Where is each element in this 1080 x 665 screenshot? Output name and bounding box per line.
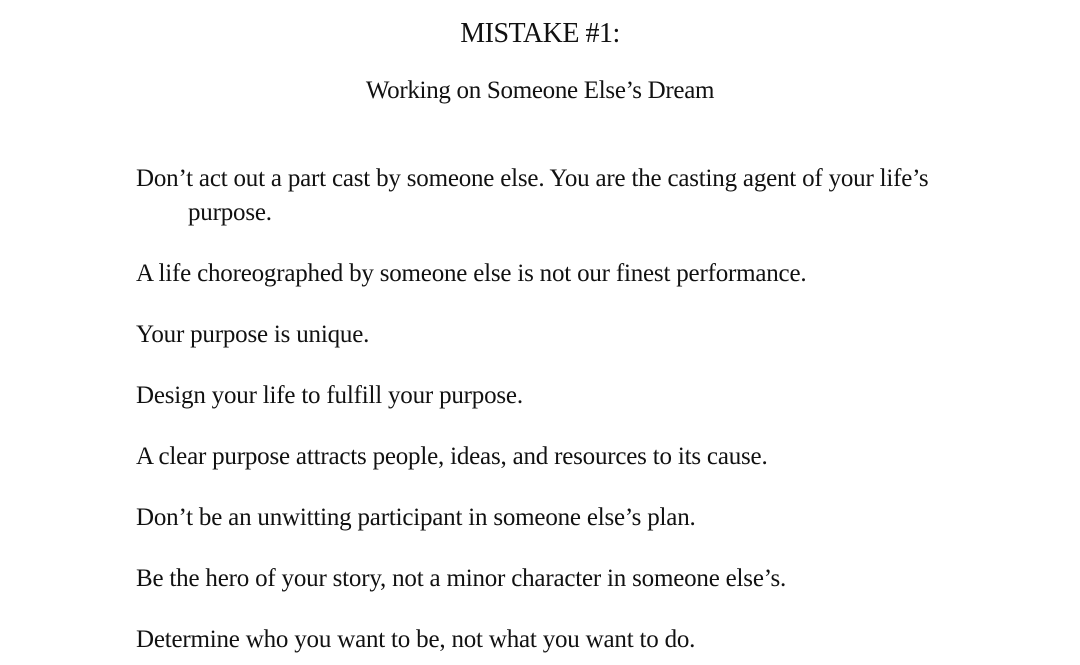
page-title: MISTAKE #1: [460,18,620,49]
paragraph-6: Don’t be an unwitting participant in someone else’s plan. [136,504,696,531]
paragraph-2: A life choreographed by someone else is not our finest performance. [136,260,807,287]
paragraph-1: Don’t act out a part cast by someone else. You are the casting agent of your life’s purpose. [136,165,929,226]
paragraph-8: Determine who you want to be, not what you want to do. [136,626,696,653]
page-subtitle: Working on Someone Else’s Dream [365,77,715,104]
paragraph-7: Be the hero of your story, not a minor character in someone else’s. [136,565,787,592]
paragraph-3: Your purpose is unique. [136,321,370,348]
paragraph-5: A clear purpose attracts people, ideas, and resources to its cause. [136,443,768,470]
paragraph-4: Design your life to fulfill your purpose. [136,382,523,409]
